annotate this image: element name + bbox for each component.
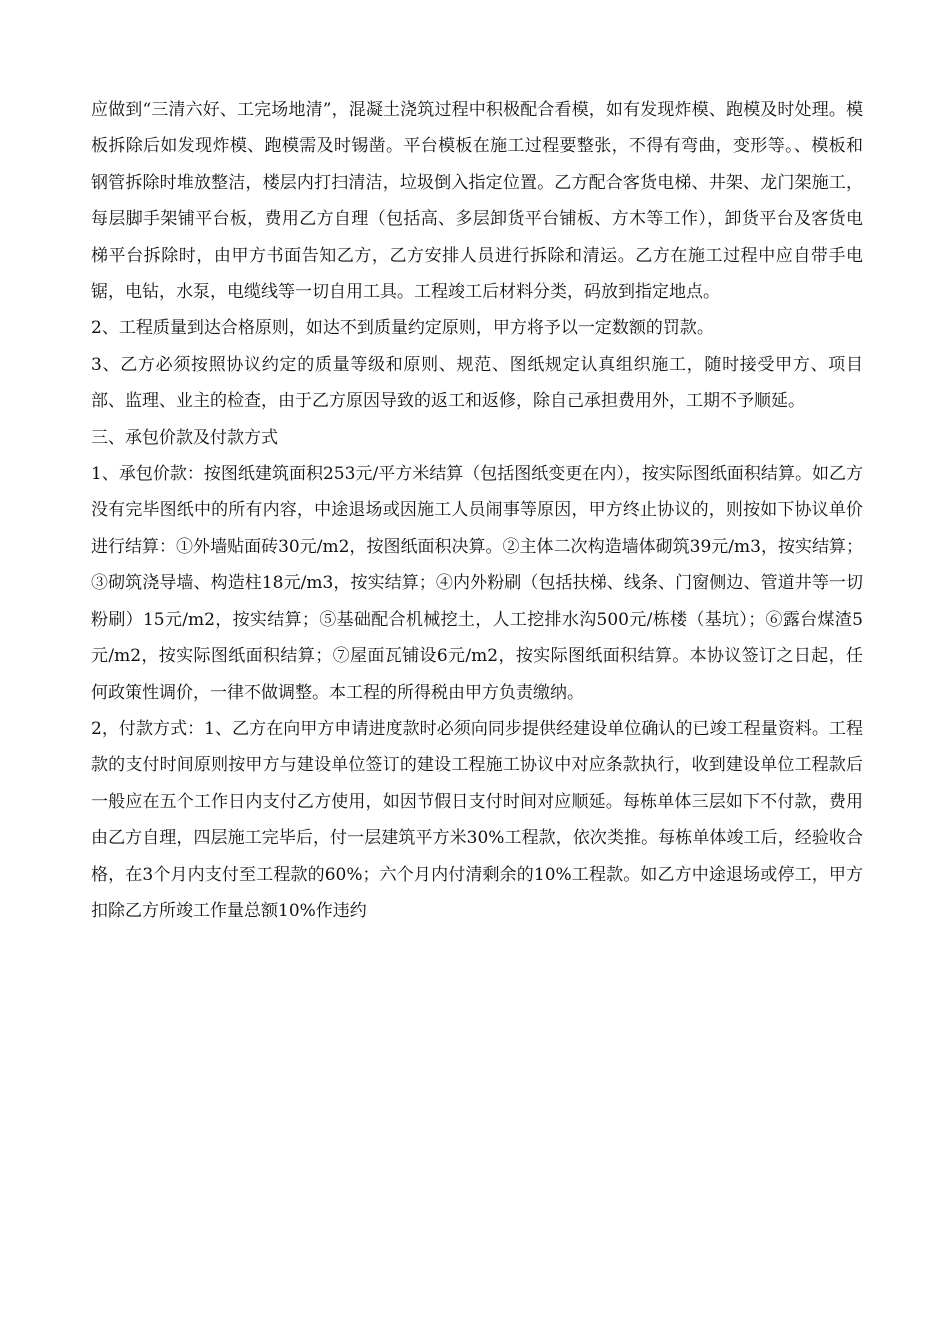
paragraph-payment-method: 2，付款方式：1、乙方在向甲方申请进度款时必须向同步提供经建设单位确认的已竣工程量资料。工程款的支付时间原则按甲方与建设单位签订的建设工程施工协议中对应条款执行，收到建设单位工程款后一般应在五个工作日内支付乙方使用，如因节假日支付时间对应顺延。每栋单体三层如下不付款，费用由乙方自理，四层施工完毕后，付一层建筑平方米30%工程款，依次类推。每栋单体竣工后，经验收合格，在3个月内支付至工程款的60%；六个月内付清剩余的10%工程款。如乙方中途退场或停工，甲方扣除乙方所竣工作量总额10%作违约: [91, 718, 863, 921]
section-heading-price-payment: 三、承包价款及付款方式: [91, 427, 278, 448]
paragraph-site-cleanup: 应做到“三清六好、工完场地清”，混凝土浇筑过程中积极配合看模，如有发现炸模、跑模及时处理。模板拆除后如发现炸模、跑模需及时锡凿。平台模板在施工过程要整张，不得有弯曲，变形等。、模板和钢管拆除时堆放整洁，楼层内打扫清洁，垃圾倒入指定位置。乙方配合客货电梯、井架、龙门架施工，每层脚手架铺平台板，费用乙方自理（包括高、多层卸货平台铺板、方木等工作），卸货平台及客货电梯平台拆除时，由甲方书面告知乙方，乙方安排人员进行拆除和清运。乙方在施工过程中应自带手电锯，电钻，水泵，电缆线等一切自用工具。工程竣工后材料分类，码放到指定地点。: [91, 100, 863, 303]
paragraph-quality-standard: 2、工程质量到达合格原则，如达不到质量约定原则，甲方将予以一定数额的罚款。: [91, 318, 714, 339]
paragraph-contract-price: 1、承包价款：按图纸建筑面积253元/平方米结算（包括图纸变更在内），按实际图纸面积结算。如乙方没有完毕图纸中的所有内容，中途退场或因施工人员闹事等原因，甲方终止协议的，则按如下协议单价进行结算：①外墙贴面砖30元/m2，按图纸面积决算。②主体二次构造墙体砌筑39元/m3，按实结算；③砌筑浇导墙、构造柱18元/m3，按实结算；④内外粉刷（包括扶梯、线条、门窗侧边、管道井等一切粉刷）15元/m2，按实结算；⑤基础配合机械挖土，人工挖排水沟500元/栋楼（基坑）；⑥露台煤渣5元/m2，按实际图纸面积结算；⑦屋面瓦铺设6元/m2，按实际图纸面积结算。本协议签订之日起，任何政策性调价，一律不做调整。本工程的所得税由甲方负责缴纳。: [91, 464, 863, 703]
document-body: [91, 92, 863, 929]
paragraph-construction-compliance: 3、乙方必须按照协议约定的质量等级和原则、规范、图纸规定认真组织施工，随时接受甲方、项目部、监理、业主的检查，由于乙方原因导致的返工和返修，除自己承担费用外，工期不予顺延。: [91, 354, 863, 412]
